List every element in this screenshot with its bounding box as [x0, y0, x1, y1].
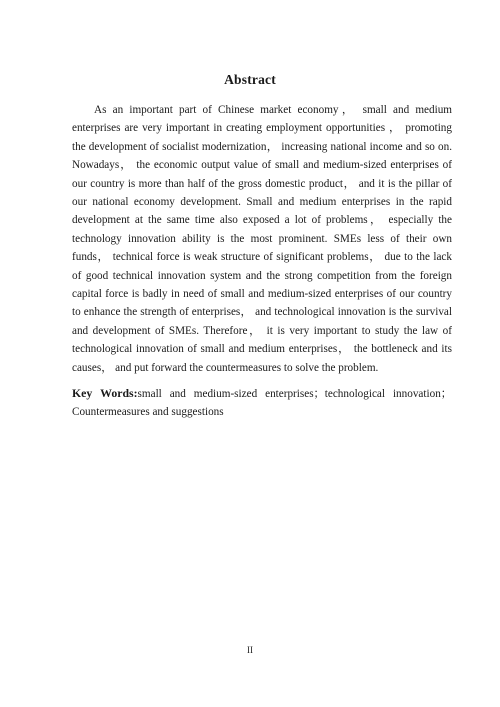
abstract-title: Abstract [224, 72, 276, 87]
keywords-text: small and medium-sized enterprises；technological innovation；Countermeasures and suggestions [72, 388, 452, 419]
keywords-section [72, 384, 452, 422]
page-number: II [247, 645, 253, 655]
abstract-paragraph: As an important part of Chinese market economy， small and medium enterprises are very important in creating employment opportunities ， promoting the development of socialist modernization， increasing national income and so on. Nowadays， the economic output value of small and medium-sized enterprises of our country is more than half of the gross domestic product， and it is the pillar of our national economy development. Small and medium enterprises in the rapid development at the same time also exposed a lot of problems， especially the technology innovation ability is the most prominent. SMEs less of their own funds， technical force is weak structure of significant problems， due to the lack of good technical innovation system and the strong competition from the foreign capital force is badly in need of small and medium-sized enterprises of our country to enhance the strength of enterprises， and technological innovation is the survival and development of SMEs. Therefore， it is very important to study the law of technological innovation of small and medium enterprises， the bottleneck and its causes， and put forward the countermeasures to solve the problem. [72, 104, 452, 374]
keywords-label: Key Words: [72, 386, 138, 400]
